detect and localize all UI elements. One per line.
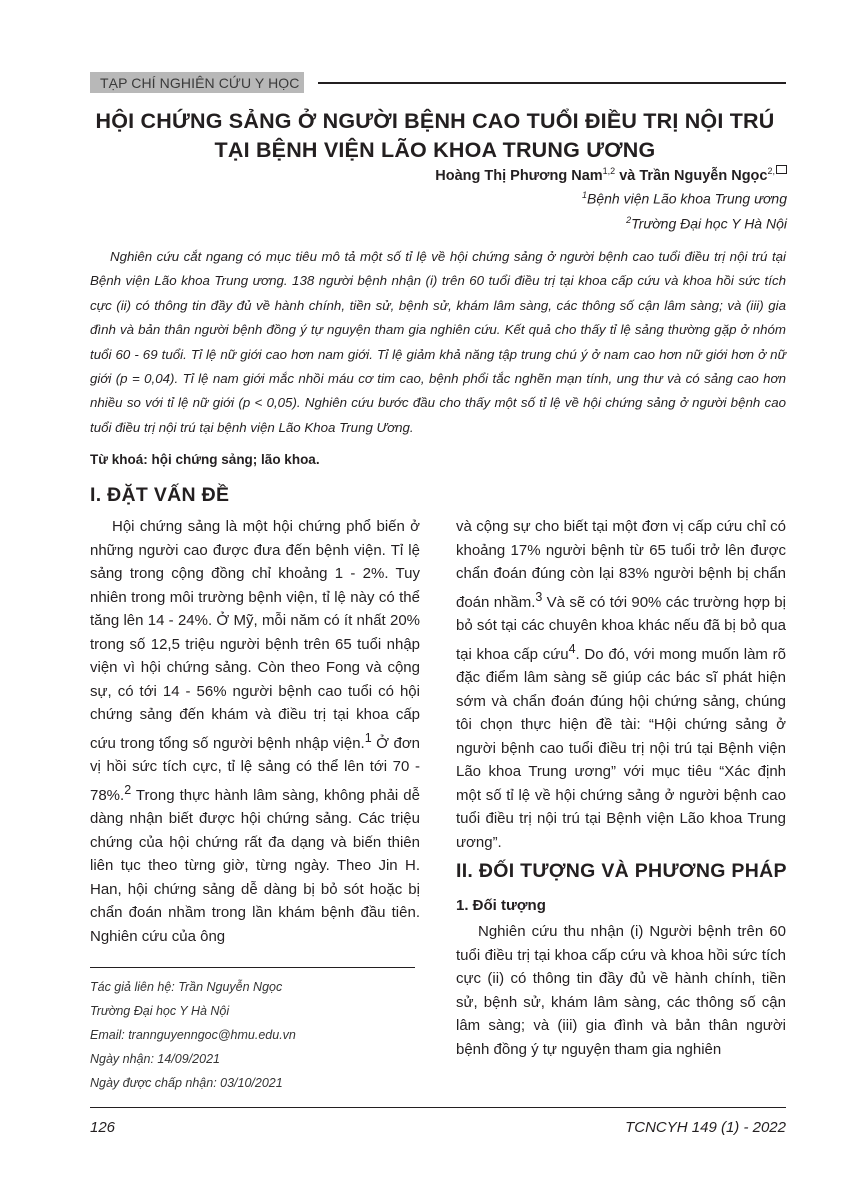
journal-name: TẠP CHÍ NGHIÊN CỨU Y HỌC <box>90 72 304 93</box>
subsection-heading-subjects: 1. Đối tượng <box>456 897 546 914</box>
header-rule <box>318 82 786 84</box>
reference-2: 2 <box>124 782 132 797</box>
introduction-paragraph-left <box>90 515 420 948</box>
title-line-1: HỘI CHỨNG SẢNG Ở NGƯỜI BỆNH CAO TUỔI ĐIỀU TRỊ NỘI TRÚ <box>95 109 775 133</box>
footnote-email: Email: trannguyenngoc@hmu.edu.vn <box>90 1028 296 1042</box>
intro-text-part-2: Ở đơn vị hồi sức tích cực, tỉ lệ sảng có thể lên tới 70 - 78%. <box>90 734 420 804</box>
intro-text-part-3: Trong thực hành lâm sàng, không phải dễ dàng nhận biết được hội chứng sảng. Các triệu chứng của hội chứng rất đa dạng và biến thiên liên tục theo từng giờ, từng ngày. Theo Jin H. Han, hội chứng sảng dễ dàng bị bỏ sót hoặc bị chẩn đoán nhầm trong lần khám bệnh đầu tiên. Nghiên cứu của ông <box>90 786 420 945</box>
footer-rule <box>90 1107 786 1108</box>
author-joiner: và <box>615 167 640 184</box>
journal-issue: TCNCYH 149 (1) - 2022 <box>625 1119 786 1136</box>
footnote-received: Ngày nhận: 14/09/2021 <box>90 1052 220 1066</box>
footnote-divider <box>90 967 415 968</box>
footnote-accepted: Ngày được chấp nhận: 03/10/2021 <box>90 1076 283 1090</box>
author-1-affiliation: 1,2 <box>602 166 616 176</box>
author-2: Trần Nguyễn Ngọc <box>639 167 768 184</box>
affiliation-2 <box>626 215 787 232</box>
reference-1: 1 <box>364 730 372 745</box>
author-line <box>435 166 787 184</box>
abstract: Nghiên cứu cắt ngang có mục tiêu mô tả một số tỉ lệ về hội chứng sảng ở người bệnh cao tuổi điều trị nội trú tại Bệnh viện Lão khoa Trung ương. 138 người bệnh nhận (i) trên 60 tuổi điều trị tại khoa cấp cứu và khoa hồi sức tích cực (ii) có thông tin đầy đủ về hành chính, tiền sử, bệnh sử, khám lâm sàng, các thông số cận lâm sàng; và (iii) gia đình và bản thân người bệnh đồng ý tự nguyện tham gia nghiên cứu. Kết quả cho thấy tỉ lệ sảng thường gặp ở nhóm tuổi 60 - 69 tuổi. Tỉ lệ nữ giới cao hơn nam giới. Tỉ lệ giảm khả năng tập trung chú ý ở nam cao hơn nữ giới hơn ở nữ giới (p = 0,04). Tỉ lệ nam giới mắc nhồi máu cơ tim cao, bệnh phổi tắc nghẽn mạn tính, ung thư và có sảng cao hơn nhiều so với tỉ lệ nữ giới (p < 0,05). Nghiên cứu bước đầu cho thấy một số tỉ lệ về hội chứng sảng ở người bệnh cao tuổi điều trị nội trú tại bệnh viện Lão Khoa Trung Ương. <box>90 249 786 435</box>
author-1: Hoàng Thị Phương Nam <box>435 167 603 184</box>
title-line-2: TẠI BỆNH VIỆN LÃO KHOA TRUNG ƯƠNG <box>214 138 656 162</box>
keywords <box>90 452 320 467</box>
affiliation-1-text: Bệnh viện Lão khoa Trung ương <box>587 190 787 207</box>
author-2-affiliation: 2, <box>767 166 775 176</box>
journal-header <box>90 72 786 94</box>
keywords-text: hội chứng sảng; lão khoa. <box>147 452 320 467</box>
introduction-paragraph-right <box>456 515 786 854</box>
affiliation-2-text: Trường Đại học Y Hà Nội <box>631 215 787 232</box>
footnote-contact: Tác giả liên hệ: Trần Nguyễn Ngọc <box>90 980 283 994</box>
affiliation-1-marker: 1 <box>581 190 587 200</box>
intro-right-part-3: . Do đó, với mong muốn làm rõ đặc điểm lâm sàng sẽ giúp các bác sĩ phát hiện sớm và chẩn đoán đúng hội chứng sảng, chúng tôi chọn thực hiện đề tài: “Hội chứng sảng ở người bệnh cao tuổi điều trị nội trú tại Bệnh viện Lão khoa Trung ương” với mục tiêu “Xác định một số tỉ lệ về hội chứng sảng ở người bệnh cao tuổi điều trị nội trú tại Bệnh viện Lão khoa Trung ương”. <box>456 645 786 851</box>
footnote-institution: Trường Đại học Y Hà Nội <box>90 1004 230 1018</box>
affiliation-1 <box>582 190 787 207</box>
page-number: 126 <box>90 1119 116 1136</box>
reference-3: 3 <box>535 589 543 604</box>
section-heading-methods: II. ĐỐI TƯỢNG VÀ PHƯƠNG PHÁP <box>456 860 787 882</box>
keywords-label: Từ khoá: <box>90 452 148 467</box>
reference-4: 4 <box>568 641 576 656</box>
intro-right-part-1: và cộng sự cho biết tại một đơn vị cấp cứu chỉ có khoảng 17% người bệnh từ 65 tuổi trở lên được chẩn đoán đúng còn lại 83% người bệnh bị chẩn đoán nhầm. <box>456 518 786 611</box>
article-title <box>70 107 800 165</box>
intro-right-part-2: Và sẽ có tới 90% các trường hợp bị bỏ sót tại các chuyên khoa khác nếu đã bị bỏ qua tại khoa cấp cứu <box>456 593 786 663</box>
intro-text-part-1: Hội chứng sảng là một hội chứng phổ biến ở những người cao được đưa đến bệnh viện. Tỉ lệ sảng trong cộng đồng chỉ khoảng 1 - 2%. Tuy nhiên trong môi trường bệnh viện, tỉ lệ này có thể tăng lên 14 - 24%. Ở Mỹ, mỗi năm có ít nhất 20% trong số 12,5 triệu người bệnh trên 65 tuổi nhập viện vì hội chứng sảng. Còn theo Fong và cộng sự, có tới 14 - 56% người bệnh cao tuổi có hội chứng sảng đến khám và điều trị tại khoa cấp cứu trong tổng số người bệnh nhập viện. <box>90 518 420 752</box>
affiliation-2-marker: 2 <box>626 215 632 225</box>
envelope-icon <box>776 165 787 174</box>
subjects-paragraph: Nghiên cứu thu nhận (i) Người bệnh trên 60 tuổi điều trị tại khoa cấp cứu và khoa hồi sức tích cực (ii) có thông tin đầy đủ về hành chính, tiền sử, bệnh sử, khám lâm sàng, các thông số cận lâm sàng; và (iii) gia đình và bản thân người bệnh đồng ý tự nguyện tham gia nghiên <box>456 923 786 1058</box>
section-heading-introduction: I. ĐẶT VẤN ĐỀ <box>90 484 230 506</box>
